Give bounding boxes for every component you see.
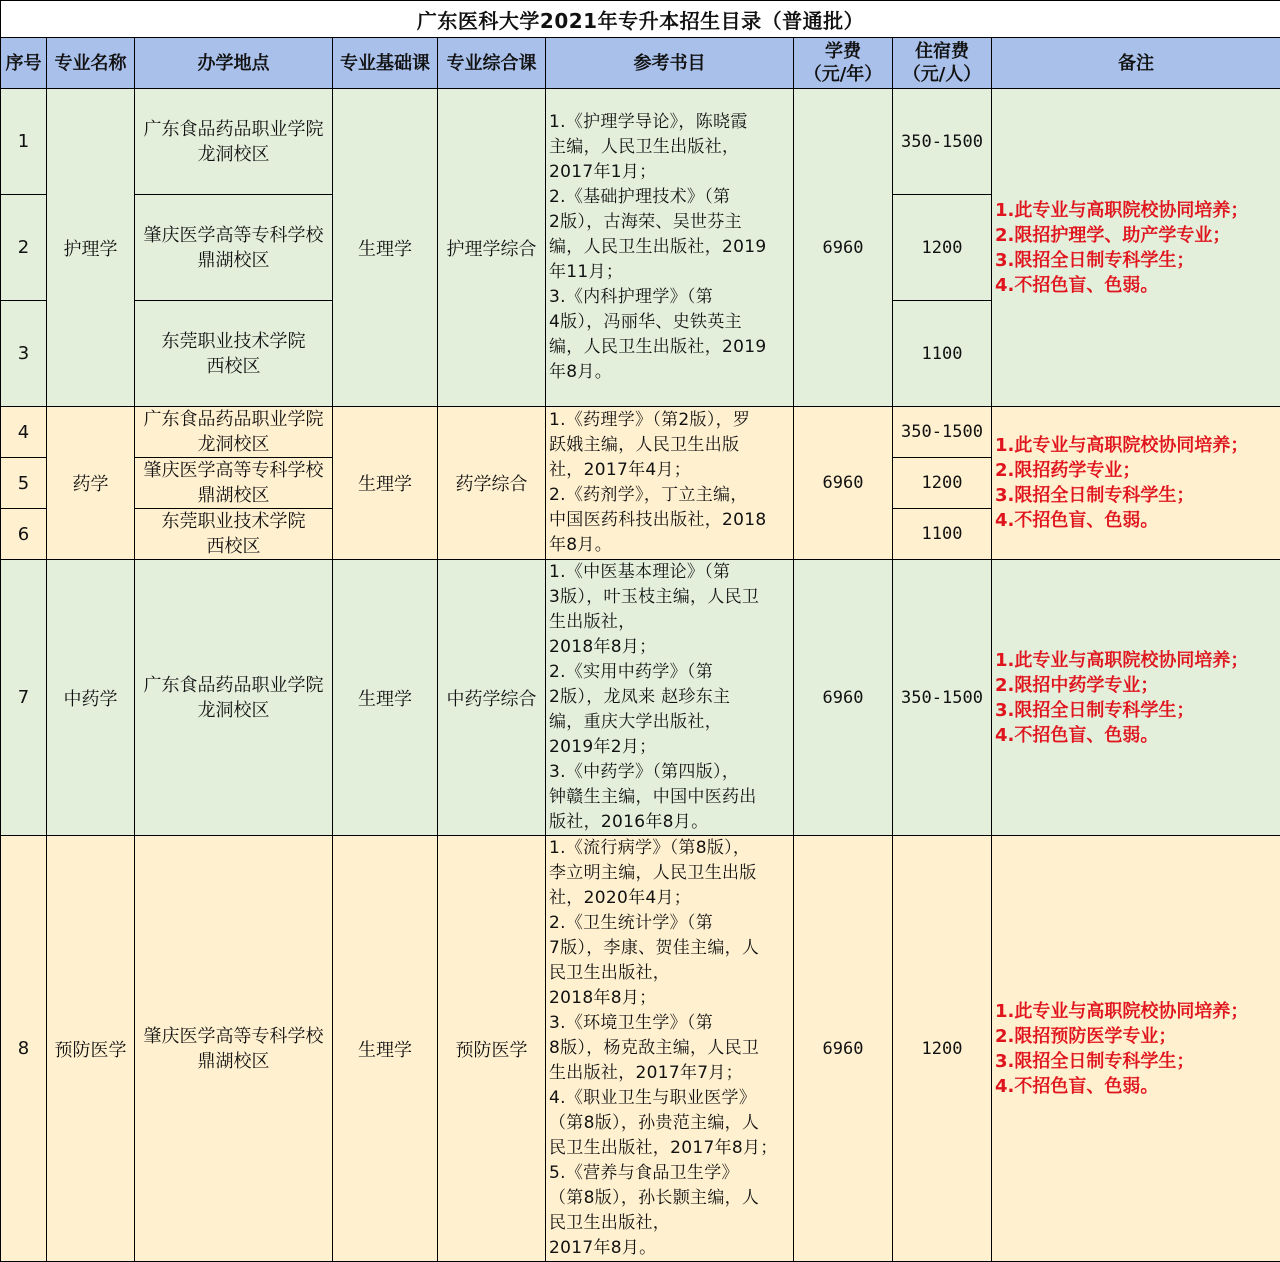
dorm-fee: 350-1500 xyxy=(893,407,992,458)
reference-line: 中国医药科技出版社，2018 xyxy=(549,508,789,533)
reference-line: 编，人民卫生出版社，2019 xyxy=(549,235,789,260)
location-line: 龙洞校区 xyxy=(135,432,332,457)
reference-books xyxy=(546,836,794,1262)
reference-line: （第8版），孙长颢主编，人 xyxy=(549,1186,789,1211)
tuition: 6960 xyxy=(794,89,893,407)
tuition: 6960 xyxy=(794,836,893,1262)
reference-line: 社，2017年4月； xyxy=(549,458,789,483)
reference-line: 2版），古海荣、吴世芬主 xyxy=(549,210,789,235)
reference-line: 1.《药理学》（第2版），罗 xyxy=(549,408,789,433)
reference-books xyxy=(546,407,794,560)
reference-line: 生出版社， xyxy=(549,610,789,635)
reference-line: 2017年1月； xyxy=(549,160,789,185)
location-line: 西校区 xyxy=(135,534,332,559)
reference-line: 2.《基础护理技术》（第 xyxy=(549,185,789,210)
tuition: 6960 xyxy=(794,560,893,836)
page-title: 广东医科大学2021年专升本招生目录（普通批） xyxy=(1,1,1280,38)
major-name: 中药学 xyxy=(47,560,135,836)
dorm-fee: 1200 xyxy=(893,195,992,301)
reference-line: 民卫生出版社， xyxy=(549,961,789,986)
reference-line: 编，人民卫生出版社，2019 xyxy=(549,335,789,360)
notes xyxy=(992,560,1280,836)
note-line: 4.不招色盲、色弱。 xyxy=(995,1074,1280,1099)
notes xyxy=(992,836,1280,1262)
reference-line: 2018年8月； xyxy=(549,986,789,1011)
header-comp-course: 专业综合课 xyxy=(438,38,546,89)
reference-books xyxy=(546,89,794,407)
reference-line: 1.《流行病学》（第8版）， xyxy=(549,836,789,861)
major-name: 护理学 xyxy=(47,89,135,407)
school-location xyxy=(135,836,333,1262)
note-line: 3.限招全日制专科学生； xyxy=(995,698,1280,723)
major-name: 预防医学 xyxy=(47,836,135,1262)
school-location xyxy=(135,407,333,458)
note-line: 2.限招预防医学专业； xyxy=(995,1024,1280,1049)
note-line: 4.不招色盲、色弱。 xyxy=(995,723,1280,748)
reference-line: 年11月； xyxy=(549,260,789,285)
note-line: 3.限招全日制专科学生； xyxy=(995,248,1280,273)
table-row xyxy=(1,836,1280,1262)
reference-line: 3.《环境卫生学》（第 xyxy=(549,1011,789,1036)
comp-course: 护理学综合 xyxy=(438,89,546,407)
row-seq: 1 xyxy=(1,89,47,195)
reference-line: 3.《中药学》（第四版）， xyxy=(549,760,789,785)
note-line: 2.限招护理学、助产学专业； xyxy=(995,223,1280,248)
location-line: 东莞职业技术学院 xyxy=(135,329,332,354)
reference-line: 1.《中医基本理论》（第 xyxy=(549,560,789,585)
reference-line: 1.《护理学导论》，陈晓霞 xyxy=(549,110,789,135)
notes xyxy=(992,407,1280,560)
reference-line: 2.《药剂学》，丁立主编， xyxy=(549,483,789,508)
header-dorm: 住宿费 （元/人） xyxy=(893,38,992,89)
reference-books xyxy=(546,560,794,836)
note-line: 1.此专业与高职院校协同培养； xyxy=(995,999,1280,1024)
location-line: 广东食品药品职业学院 xyxy=(135,673,332,698)
table-row xyxy=(1,560,1280,836)
reference-line: 2版），龙凤来 赵珍东主 xyxy=(549,685,789,710)
location-line: 东莞职业技术学院 xyxy=(135,509,332,534)
note-line: 3.限招全日制专科学生； xyxy=(995,483,1280,508)
dorm-fee: 1100 xyxy=(893,301,992,407)
reference-line: 李立明主编，人民卫生出版 xyxy=(549,861,789,886)
row-seq: 6 xyxy=(1,509,47,560)
note-line: 2.限招药学专业； xyxy=(995,458,1280,483)
location-line: 肇庆医学高等专科学校 xyxy=(135,1024,332,1049)
note-line: 4.不招色盲、色弱。 xyxy=(995,273,1280,298)
school-location xyxy=(135,89,333,195)
school-location xyxy=(135,509,333,560)
school-location xyxy=(135,195,333,301)
school-location xyxy=(135,560,333,836)
reference-line: 2018年8月； xyxy=(549,635,789,660)
location-line: 西校区 xyxy=(135,354,332,379)
table-row xyxy=(1,89,1280,195)
row-seq: 3 xyxy=(1,301,47,407)
header-seq: 序号 xyxy=(1,38,47,89)
location-line: 鼎湖校区 xyxy=(135,483,332,508)
location-line: 广东食品药品职业学院 xyxy=(135,407,332,432)
base-course: 生理学 xyxy=(333,407,438,560)
base-course: 生理学 xyxy=(333,836,438,1262)
header-major: 专业名称 xyxy=(47,38,135,89)
location-line: 鼎湖校区 xyxy=(135,1049,332,1074)
note-line: 2.限招中药学专业； xyxy=(995,673,1280,698)
dorm-fee: 1200 xyxy=(893,836,992,1262)
reference-line: （第8版），孙贵范主编，人 xyxy=(549,1111,789,1136)
location-line: 龙洞校区 xyxy=(135,142,332,167)
row-seq: 4 xyxy=(1,407,47,458)
reference-line: 8版），杨克敌主编，人民卫 xyxy=(549,1036,789,1061)
note-line: 1.此专业与高职院校协同培养； xyxy=(995,433,1280,458)
dorm-fee: 350-1500 xyxy=(893,89,992,195)
reference-line: 2.《卫生统计学》（第 xyxy=(549,911,789,936)
notes xyxy=(992,89,1280,407)
row-seq: 2 xyxy=(1,195,47,301)
comp-course: 药学综合 xyxy=(438,407,546,560)
reference-line: 3版），叶玉枝主编，人民卫 xyxy=(549,585,789,610)
reference-line: 2019年2月； xyxy=(549,735,789,760)
dorm-fee: 350-1500 xyxy=(893,560,992,836)
reference-line: 跃娥主编，人民卫生出版 xyxy=(549,433,789,458)
reference-line: 7版），李康、贺佳主编，人 xyxy=(549,936,789,961)
location-line: 肇庆医学高等专科学校 xyxy=(135,223,332,248)
row-seq: 7 xyxy=(1,560,47,836)
dorm-fee: 1100 xyxy=(893,509,992,560)
row-seq: 5 xyxy=(1,458,47,509)
reference-line: 生出版社，2017年7月； xyxy=(549,1061,789,1086)
reference-line: 4版），冯丽华、史铁英主 xyxy=(549,310,789,335)
reference-line: 民卫生出版社， xyxy=(549,1211,789,1236)
school-location xyxy=(135,458,333,509)
comp-course: 中药学综合 xyxy=(438,560,546,836)
reference-line: 年8月。 xyxy=(549,360,789,385)
tuition: 6960 xyxy=(794,407,893,560)
location-line: 肇庆医学高等专科学校 xyxy=(135,458,332,483)
reference-line: 4.《职业卫生与职业医学》 xyxy=(549,1086,789,1111)
header-refs: 参考书目 xyxy=(546,38,794,89)
reference-line: 版社，2016年8月。 xyxy=(549,810,789,835)
location-line: 广东食品药品职业学院 xyxy=(135,117,332,142)
reference-line: 2.《实用中药学》（第 xyxy=(549,660,789,685)
note-line: 4.不招色盲、色弱。 xyxy=(995,508,1280,533)
base-course: 生理学 xyxy=(333,560,438,836)
location-line: 龙洞校区 xyxy=(135,698,332,723)
header-location: 办学地点 xyxy=(135,38,333,89)
reference-line: 5.《营养与食品卫生学》 xyxy=(549,1161,789,1186)
school-location xyxy=(135,301,333,407)
location-line: 鼎湖校区 xyxy=(135,248,332,273)
comp-course: 预防医学 xyxy=(438,836,546,1262)
reference-line: 年8月。 xyxy=(549,533,789,558)
header-tuition: 学费 （元/年） xyxy=(794,38,893,89)
note-line: 1.此专业与高职院校协同培养； xyxy=(995,198,1280,223)
header-notes: 备注 xyxy=(992,38,1280,89)
reference-line: 民卫生出版社，2017年8月； xyxy=(549,1136,789,1161)
reference-line: 2017年8月。 xyxy=(549,1236,789,1261)
note-line: 1.此专业与高职院校协同培养； xyxy=(995,648,1280,673)
reference-line: 主编，人民卫生出版社， xyxy=(549,135,789,160)
reference-line: 编，重庆大学出版社， xyxy=(549,710,789,735)
reference-line: 3.《内科护理学》（第 xyxy=(549,285,789,310)
reference-line: 社，2020年4月； xyxy=(549,886,789,911)
base-course: 生理学 xyxy=(333,89,438,407)
table-row xyxy=(1,407,1280,458)
major-name: 药学 xyxy=(47,407,135,560)
reference-line: 钟赣生主编，中国中医药出 xyxy=(549,785,789,810)
row-seq: 8 xyxy=(1,836,47,1262)
note-line: 3.限招全日制专科学生； xyxy=(995,1049,1280,1074)
dorm-fee: 1200 xyxy=(893,458,992,509)
header-base-course: 专业基础课 xyxy=(333,38,438,89)
